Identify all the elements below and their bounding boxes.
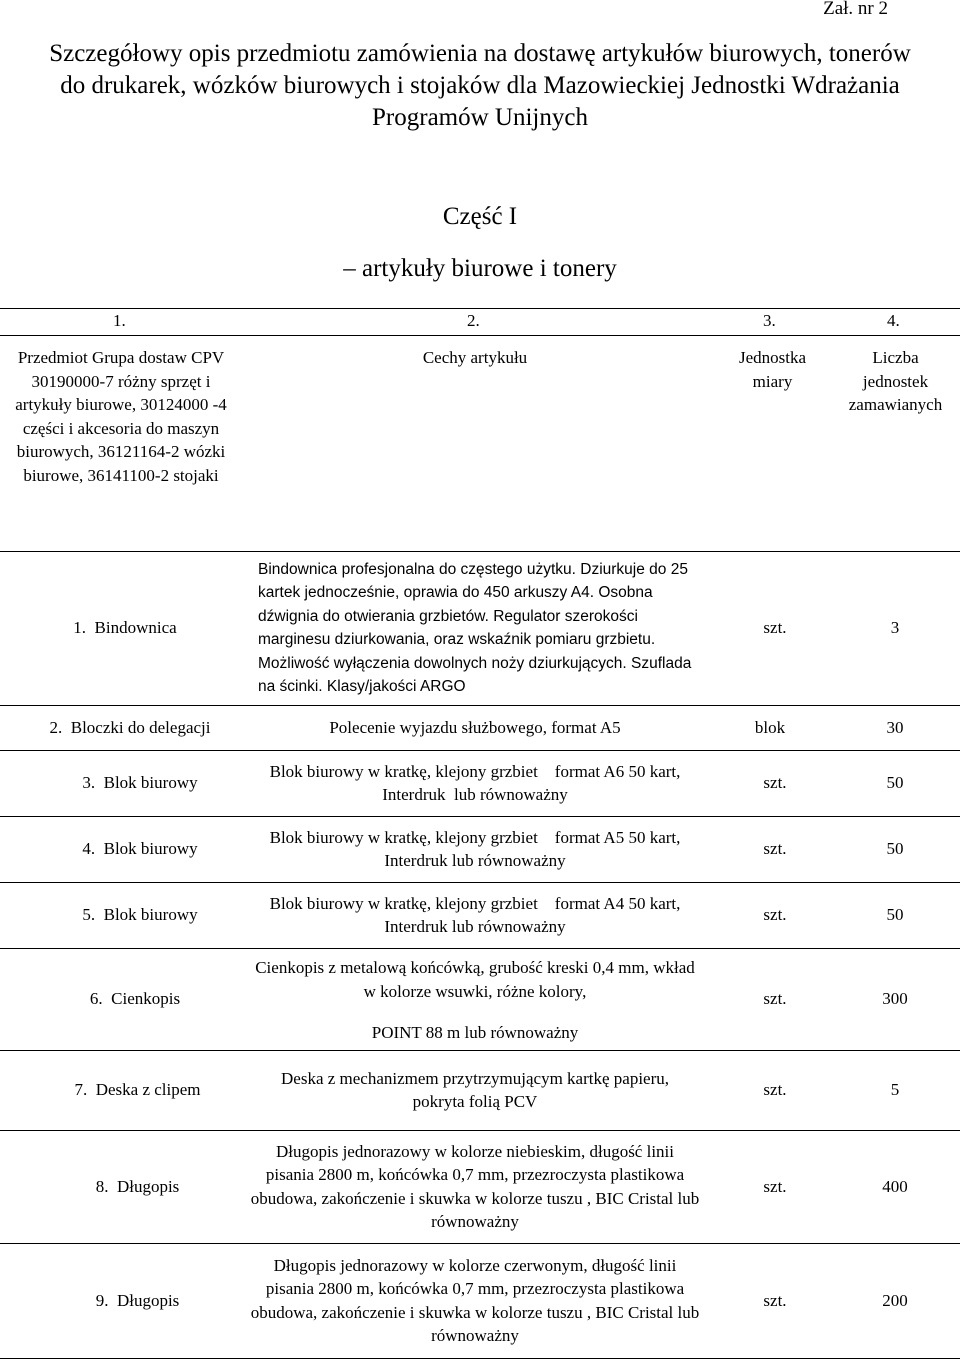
table-row-3-name: [0, 750, 280, 816]
row-number: 7.: [74, 1080, 88, 1100]
table-row-4-unit: szt.: [763, 839, 787, 859]
table-row-9-desc: Długopis jednorazowy w kolorze czerwonym, długość linii pisania 2800 m, końcówka 0,7 mm, przezroczysta plastikowa obudowa, zakończenie i skuwka w kolorze tuszu , BIC Cristal lub równoważny: [250, 1255, 700, 1345]
table-border-top: [0, 308, 960, 309]
table-border-bottom: [0, 1358, 960, 1359]
item-name: Długopis: [116, 1176, 180, 1196]
table-row-5-name: [0, 882, 280, 948]
table-row-6-name: [0, 948, 270, 1050]
table-row-2-qty: 30: [886, 717, 904, 737]
row-number: 5.: [82, 905, 96, 925]
table-row-2-unit: blok: [754, 717, 786, 737]
item-name: Długopis: [116, 1290, 180, 1310]
table-row-8-qty: 400: [882, 1176, 908, 1196]
item-name: Blok biurowy: [103, 773, 198, 793]
table-row-1-qty: 3: [890, 618, 900, 638]
item-name: Blok biurowy: [103, 905, 198, 925]
annex-label: Zał. nr 2: [823, 0, 888, 19]
table-row-4-desc: Blok biurowy w kratkę, klejony grzbiet format A5 50 kart, Interdruk lub równoważny: [269, 827, 685, 870]
table-row-1-unit: szt.: [763, 618, 787, 638]
table-row-3-unit: szt.: [763, 773, 787, 793]
table-row-9-name: [0, 1243, 275, 1358]
table-row-9-unit: szt.: [763, 1290, 787, 1310]
column-number-1: 1.: [113, 311, 126, 330]
part-title: Część I: [442, 203, 518, 230]
header-features: Cechy artykułu: [422, 348, 528, 367]
title-line-1: Szczegółowy opis przedmiotu zamówienia na dostawę artykułów biurowych, tonerów: [49, 40, 911, 67]
table-row-9-qty: 200: [882, 1290, 908, 1310]
row-number: 2.: [49, 717, 63, 737]
header-unit: Jednostka miary: [738, 348, 807, 391]
item-name: Cienkopis: [111, 989, 181, 1009]
table-row-7-qty: 5: [890, 1080, 900, 1100]
table-row-6-desc-extra: POINT 88 m lub równoważny: [371, 1023, 579, 1043]
item-name: Deska z clipem: [95, 1080, 201, 1100]
table-row-6-qty: 300: [882, 989, 908, 1009]
table-row-5-unit: szt.: [763, 905, 787, 925]
table-row-3-qty: 50: [886, 773, 904, 793]
row-number: 4.: [82, 839, 96, 859]
item-name: Blok biurowy: [103, 839, 198, 859]
row-number: 6.: [89, 989, 103, 1009]
table-row-7-unit: szt.: [763, 1080, 787, 1100]
table-row-8-desc: Długopis jednorazowy w kolorze niebieskim, długość linii pisania 2800 m, końcówka 0,7 mm, przezroczysta plastikowa obudowa, zakończenie i skuwka w kolorze tuszu , BIC Cristal lub równoważny: [250, 1141, 700, 1231]
table-row-6-unit: szt.: [763, 989, 787, 1009]
table-row-7-name: [0, 1050, 275, 1130]
item-name: Bindownica: [94, 618, 177, 638]
column-number-3: 3.: [763, 311, 776, 330]
table-row-4-qty: 50: [886, 839, 904, 859]
title-line-3: Programów Unijnych: [372, 104, 588, 131]
table-row-6-desc: Cienkopis z metalową końcówką, grubość kreski 0,4 mm, wkład w kolorze wsuwki, różne kolory,: [255, 958, 695, 1001]
table-row-4-name: [0, 816, 280, 882]
column-number-4: 4.: [887, 311, 900, 330]
table-row-2-name: [0, 705, 260, 750]
table-row-3-desc: Blok biurowy w kratkę, klejony grzbiet format A6 50 kart, Interdruk lub równoważny: [269, 761, 685, 804]
table-rule: [0, 335, 960, 336]
table-row-8-unit: szt.: [763, 1176, 787, 1196]
table-row-8-name: [0, 1130, 275, 1243]
table-row-1-desc: Bindownica profesjonalna do częstego użytku. Dziurkuje do 25 kartek jednocześnie, oprawia do 450 arkuszy A4. Osobna dźwignia do otwierania grzbietów. Regulator szerokości marginesu dziurkowania, oraz wskaźnik pomiaru grzbietu. Możliwość wyłączenia dowolnych noży dziurkujących. Szuflada na ścinki. Klasy/jakości ARGO: [258, 560, 692, 695]
table-row-1-name: [0, 551, 250, 705]
table-row-5-desc: Blok biurowy w kratkę, klejony grzbiet format A4 50 kart, Interdruk lub równoważny: [269, 893, 685, 936]
row-number: 1.: [73, 618, 87, 638]
part-subtitle: – artykuły biurowe i tonery: [343, 255, 617, 282]
item-name: Bloczki do delegacji: [70, 717, 211, 737]
table-row-2-desc: Polecenie wyjazdu służbowego, format A5: [329, 717, 621, 737]
title-line-2: do drukarek, wózków biurowych i stojaków dla Mazowieckiej Jednostki Wdrażania: [60, 72, 900, 99]
table-row-7-desc: Deska z mechanizmem przytrzymującym kartkę papieru, pokryta folią PCV: [281, 1068, 669, 1111]
column-number-2: 2.: [467, 311, 480, 330]
row-number: 8.: [95, 1176, 109, 1196]
header-quantity: Liczba jednostek zamawianych: [848, 348, 943, 414]
document-title: [0, 38, 960, 134]
header-subject: Przedmiot Grupa dostaw CPV 30190000-7 różny sprzęt i artykuły biurowe, 30124000 -4 części i akcesoria do maszyn biurowych, 36121164-2 wózki biurowe, 36141100-2 stojaki: [15, 348, 227, 485]
row-number: 3.: [82, 773, 96, 793]
table-row-5-qty: 50: [886, 905, 904, 925]
row-number: 9.: [95, 1290, 109, 1310]
